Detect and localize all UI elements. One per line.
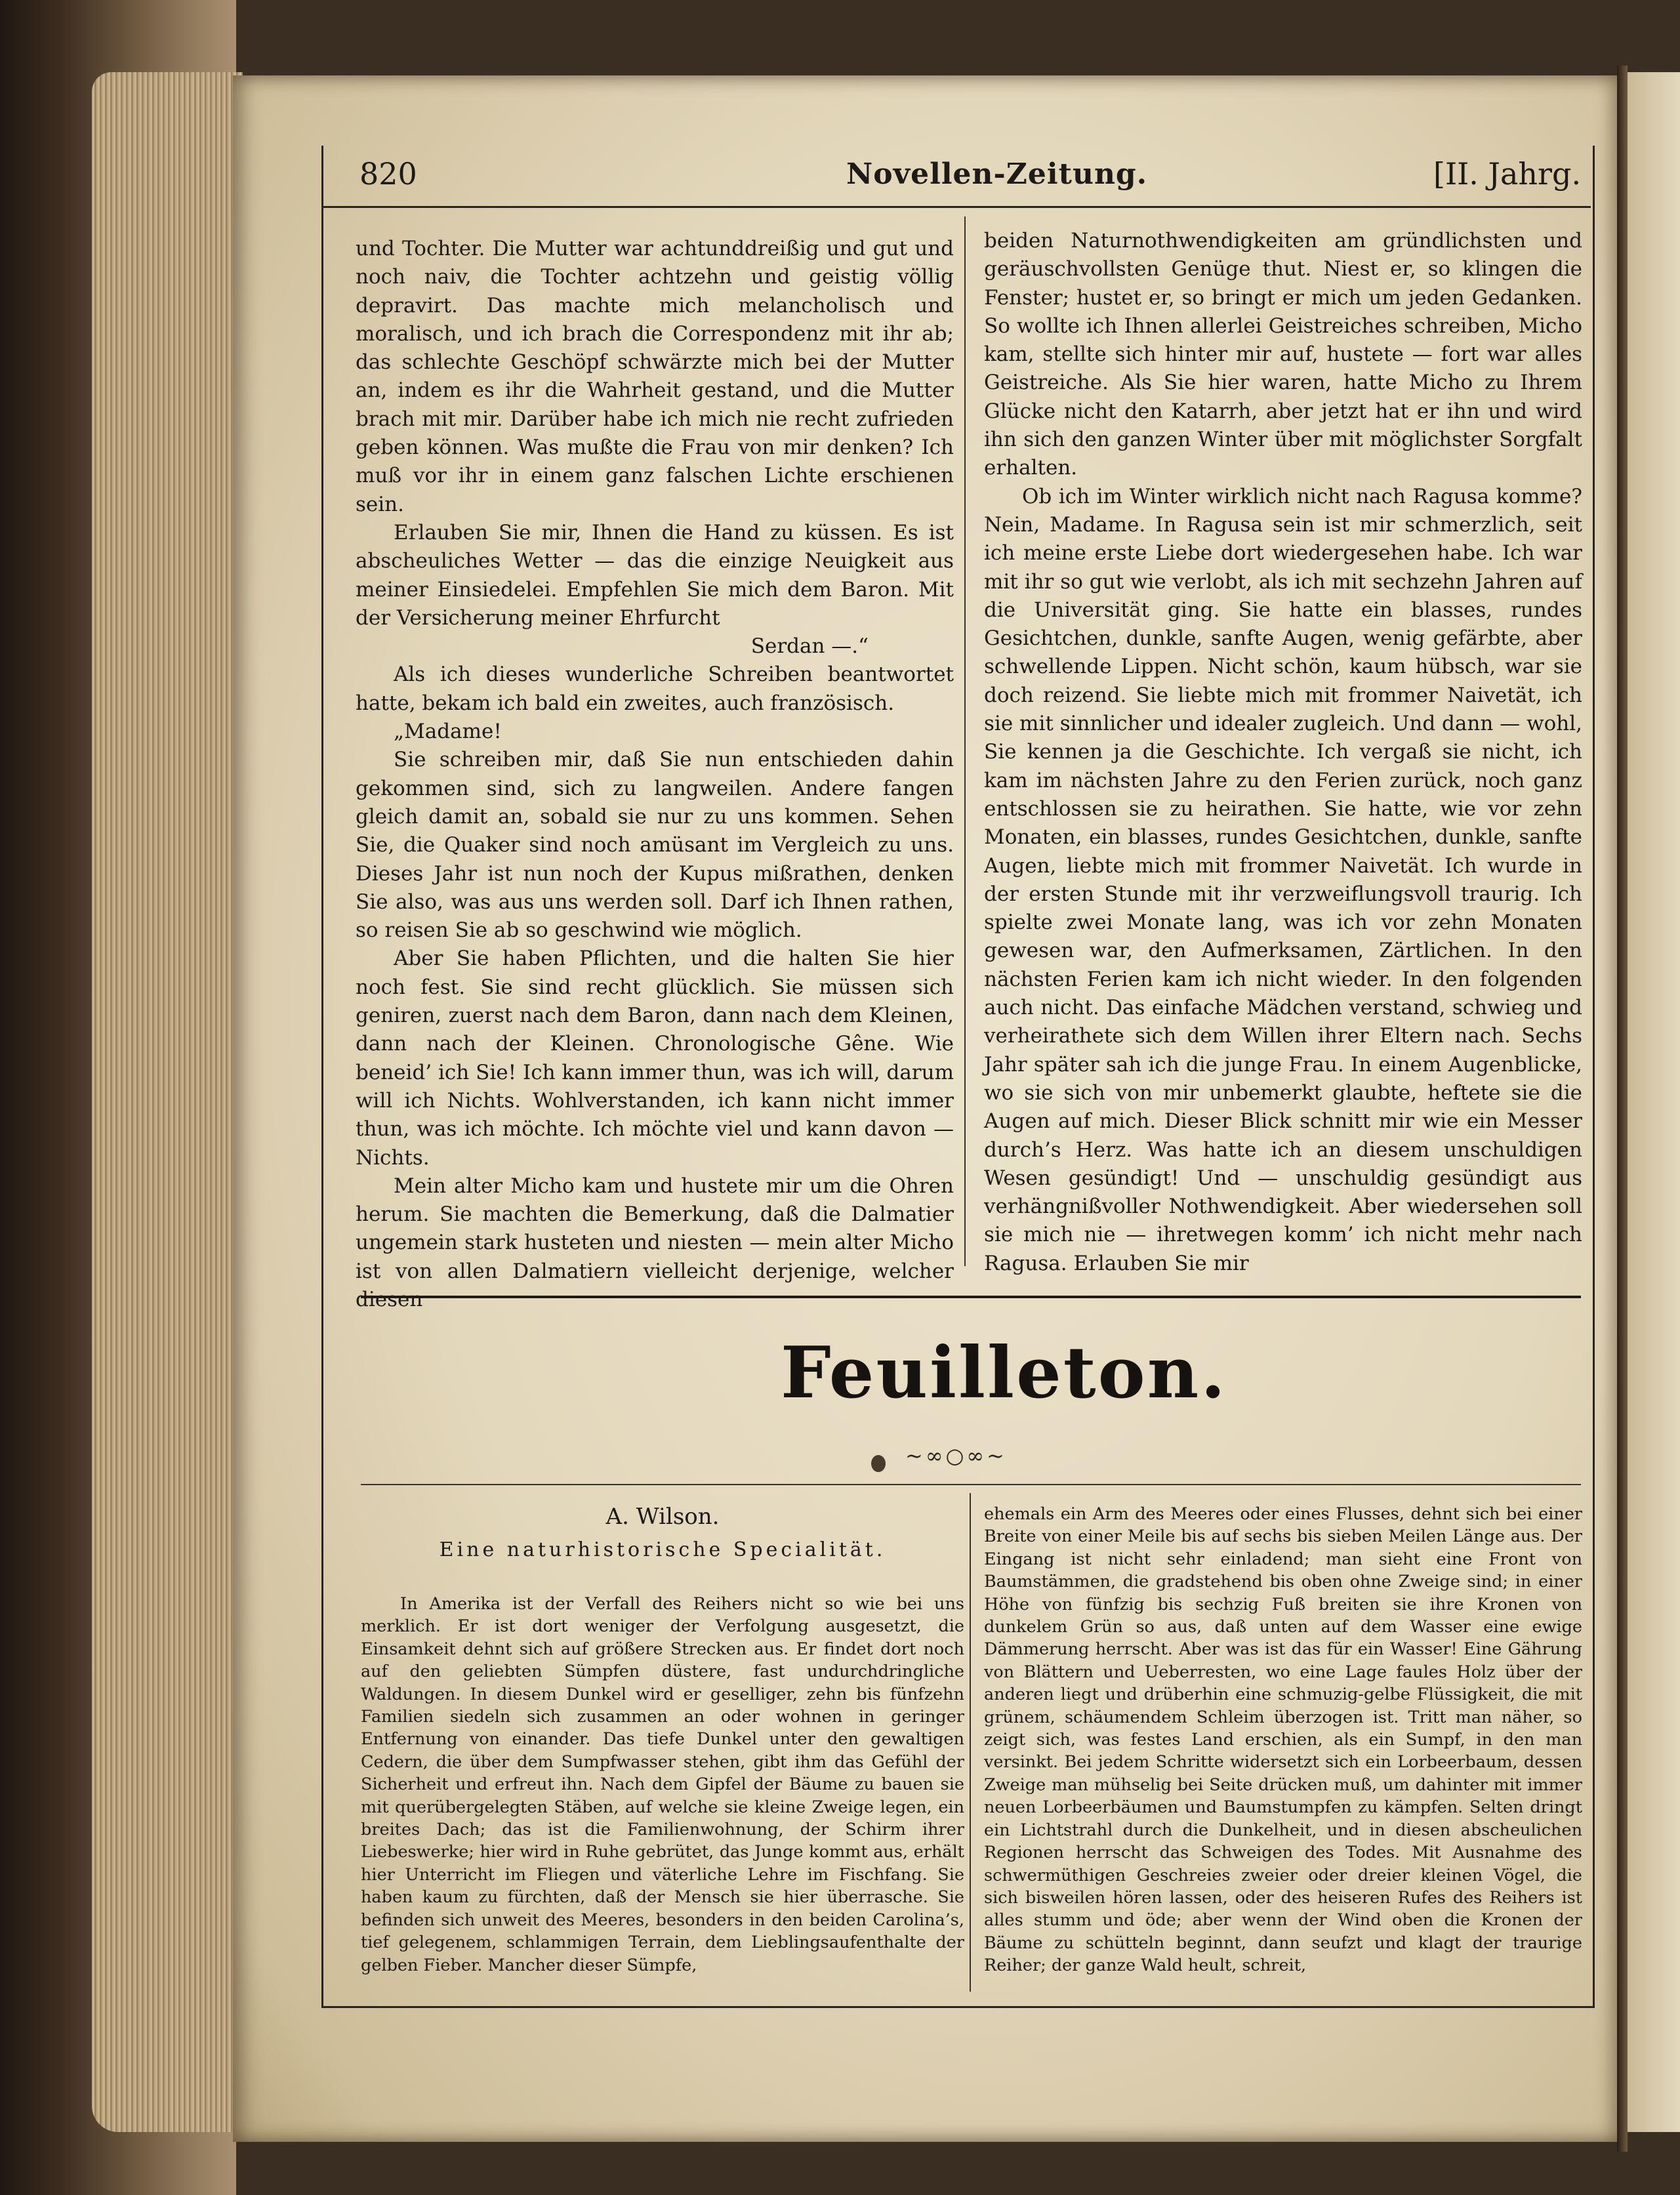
letter-column-right [984, 227, 1582, 1278]
feuilleton-rule [361, 1484, 1581, 1485]
paragraph: Serdan —.“ [750, 634, 869, 659]
article-author: A. Wilson. [605, 1504, 720, 1530]
paragraph: Als ich dieses wunderliche Schreiben beantwortet hatte, bekam ich bald ein zweites, auch französisch. [356, 663, 954, 715]
paragraph: Sie schreiben mir, daß Sie nun entschieden dahin gekommen sind, sich zu langweilen. Andere fangen gleich damit an, sobald sie nur zu uns kommen. Sehen Sie, die Quaker sind noch amüsant im Vergleich zu uns. Dieses Jahr ist nun noch der Kupus mißrathen, denken Sie also, was aus uns werden soll. Darf ich Ihnen rathen, so reisen Sie ab so geschwind wie möglich. [356, 748, 954, 943]
letter-column-left [356, 235, 954, 1314]
paragraph: Aber Sie haben Pflichten, und die halten Sie hier noch fest. Sie sind recht glücklich. Sie müssen sich geniren, zuerst nach dem Baron, dann nach dem Kleinen, dann nach der Kleinen. Chronologische Gêne. Wie beneid’ ich Sie! Ich kann immer thun, was ich will, darum will ich Nichts. Wohlverstanden, ich kann nicht immer thun, was ich möchte. Ich möchte viel und kann davon — Nichts. [356, 947, 954, 1170]
page-stack-edge [92, 72, 243, 2132]
ink-stain [871, 1455, 886, 1472]
paragraph: Erlauben Sie mir, Ihnen die Hand zu küssen. Es ist abscheuliches Wetter — das die einzige Neuigkeit aus meiner Einsiedelei. Empfehlen Sie mich dem Baron. Mit der Versicherung meiner Ehrfurcht [356, 520, 954, 630]
header-rule [321, 206, 1591, 208]
column-divider [964, 216, 966, 1266]
paragraph: Mein alter Micho kam und hustete mir um die Ohren herum. Sie machten die Bemerkung, daß die Dalmatier ungemein stark husteten und niesten — mein alter Micho ist von allen Dalmatiern vielleicht derjenige, welcher diesen [356, 1174, 954, 1311]
section-rule [361, 1296, 1581, 1298]
page-number: 820 [359, 156, 417, 192]
paragraph: und Tochter. Die Mutter war achtunddreißig und gut und noch naiv, die Tochter achtzehn und geistig völlig depravirt. Das machte mich melancholisch und moralisch, und ich brach die Correspondenz mit ihr ab; das schlechte Geschöpf schwärzte mich bei der Mutter an, indem es ihr die Wahrheit gestand, und die Mutter brach mit mir. Darüber habe ich mich nie recht zufrieden geben können. Was mußte die Frau von mir denken? Ich muß vor ihr in einem ganz falschen Lichte erschienen sein. [356, 237, 954, 516]
ornament-divider: ~∞○∞~ [905, 1443, 1007, 1468]
paragraph: ehemals ein Arm des Meeres oder eines Flusses, dehnt sich bei einer Breite von einer Meile bis auf sechs bis sieben Meilen Länge aus. Der Eingang ist nicht sehr einladend; man sieht eine Front von Baumstämmen, die gradstehend bis oben ohne Zweige sind; in einer Höhe von fünfzig bis sechzig Fuß breiten sie ihre Kronen von dunkelem Grün so aus, daß unten auf dem Wasser eine ewige Dämmerung herrscht. Aber was ist das für ein Wasser! Eine Gährung von Blättern und Ueberresten, wo eine Lage faules Holz über der anderen liegt und drüberhin eine schmuzig-gelbe Flüssigkeit, die mit grünem, schäumendem Schleim überzogen ist. Tritt man näher, so zeigt sich, was festes Land erschien, als ein Sumpf, in den man versinkt. Bei jedem Schritte widersetzt sich ein Lorbeerbaum, dessen Zweige man mühselig bei Seite drücken muß, um dahinter mit immer neuen Lorbeerbäumen und Baumstumpfen zu kämpfen. Selten dringt ein Lichtstrahl durch die Dunkelheit, und in diesen abscheulichen Regionen herrscht das Schweigen des Todes. Mit Ausnahme des schwermüthigen Geschreies zweier oder dreier kleinen Vögel, die sich bisweilen hören lassen, oder des heiseren Rufes des Reihers ist alles stumm und öde; aber wenn der Wind oben die Kronen der Bäume zu schütteln beginnt, dann seufzt und klagt der traurige Reiher; der ganze Wald heult, schreit, [984, 1504, 1582, 1976]
feuilleton-column-left [361, 1593, 964, 1977]
paragraph: beiden Naturnothwendigkeiten am gründlichsten und geräuschvollsten Genüge thut. Niest er, so klingen die Fenster; hustet er, so bringt er mich um jeden Gedanken. So wollte ich Ihnen allerlei Geistreiches schreiben, Micho kam, stellte sich hinter mir auf, hustete — fort war alles Geistreiche. Als Sie hier waren, hatte Micho zu Ihrem Glücke nicht den Katarrh, aber jetzt hat er ihn und wird ihn sich den ganzen Winter über mit möglichster Sorgfalt erhalten. [984, 229, 1582, 480]
paragraph: In Amerika ist der Verfall des Reihers nicht so wie bei uns merklich. Er ist dort weniger der Verfolgung ausgesetzt, die Einsamkeit dehnt sich auf größere Strecken aus. Er findet dort noch auf den geliebten Sümpfen düstere, fast undurchdringliche Waldungen. In diesem Dunkel wird er geselliger, zehn bis fünfzehn Familien siedeln sich zusammen an oder wohnen in geringer Entfernung von einander. Das tiefe Dunkel unter den gewaltigen Cedern, die über dem Sumpfwasser stehen, gibt ihm das Gefühl der Sicherheit und erfreut ihn. Nach dem Gipfel der Bäume zu bauen sie mit querübergelegten Stäben, auf welche sie kleine Zweige legen, ein breites Dach; das ist die Familienwohnung, der Schirm ihrer Liebeswerke; hier wird in Ruhe gebrütet, das Junge kommt aus, erhält hier Unterricht im Fliegen und väterliche Lehre im Fischfang. Sie haben kaum zu fürchten, daß der Mensch sie hier überrasche. Sie befinden sich unweit des Meeres, besonders in den beiden Carolina’s, tief gelegenem, schlammigen Terrain, dem Lieblingsaufenthalte der gelben Fieber. Mancher dieser Sümpfe, [361, 1594, 964, 1975]
adjacent-page-edge [1628, 72, 1680, 2132]
journal-title: Novellen-Zeitung. [846, 157, 1148, 191]
feuilleton-column-right [984, 1503, 1582, 1977]
article-subtitle: Eine naturhistorische Specialität. [439, 1538, 886, 1561]
paragraph: Ob ich im Winter wirklich nicht nach Ragusa komme? Nein, Madame. In Ragusa sein ist mir schmerzlich, seit ich meine erste Liebe dort wiedergesehen habe. Ich war mit ihr so gut wie verlobt, als ich mit sechzehn Jahren auf die Universität ging. Sie hatte ein blasses, rundes Gesichtchen, dunkle, sanfte Augen, wenig gefärbte, aber schwellende Lippen. Nicht schön, kaum hübsch, war sie doch reizend. Sie liebte mich mit frommer Naivetät, ich sie mit sinnlicher und idealer zugleich. Und dann — wohl, Sie kennen ja die Geschichte. Ich vergaß sie nicht, ich kam im nächsten Jahre zu den Ferien zurück, noch ganz entschlossen sie zu heirathen. Sie hatte, wie vor zehn Monaten, ein blasses, rundes Gesichtchen, dunkle, sanfte Augen, liebte mich mit frommer Naivetät. Ich wurde in der ersten Stunde mit ihr verzweiflungsvoll traurig. Ich spielte zwei Monate lang, was ich vor zehn Monaten gewesen war, den Aufmerksamen, Zärtlichen. In den nächsten Ferien kam ich nicht wieder. In den folgenden auch nicht. Das einfache Mädchen verstand, schwieg und verheirathete sich dem Willen ihrer Eltern nach. Sechs Jahr später sah ich die junge Frau. In einem Augenblicke, wo sie sich von mir unbemerkt glaubte, heftete sie die Augen auf mich. Dieser Blick schnitt mir wie ein Messer durch’s Herz. Was hatte ich an diesem unschuldigen Wesen gesündigt! Und — unschuldig gesündigt aus verhängnißvoller Nothwendigkeit. Aber wiedersehen soll sie mich nie — ihretwegen komm’ ich nicht mehr nach Ragusa. Erlauben Sie mir [984, 484, 1582, 1275]
feuilleton-column-divider [970, 1493, 971, 1992]
volume-label: [II. Jahrg. [1433, 156, 1582, 192]
feuilleton-heading: Feuilleton. [781, 1332, 1227, 1414]
book-gutter [1617, 66, 1628, 2152]
paragraph: „Madame! [394, 720, 502, 744]
